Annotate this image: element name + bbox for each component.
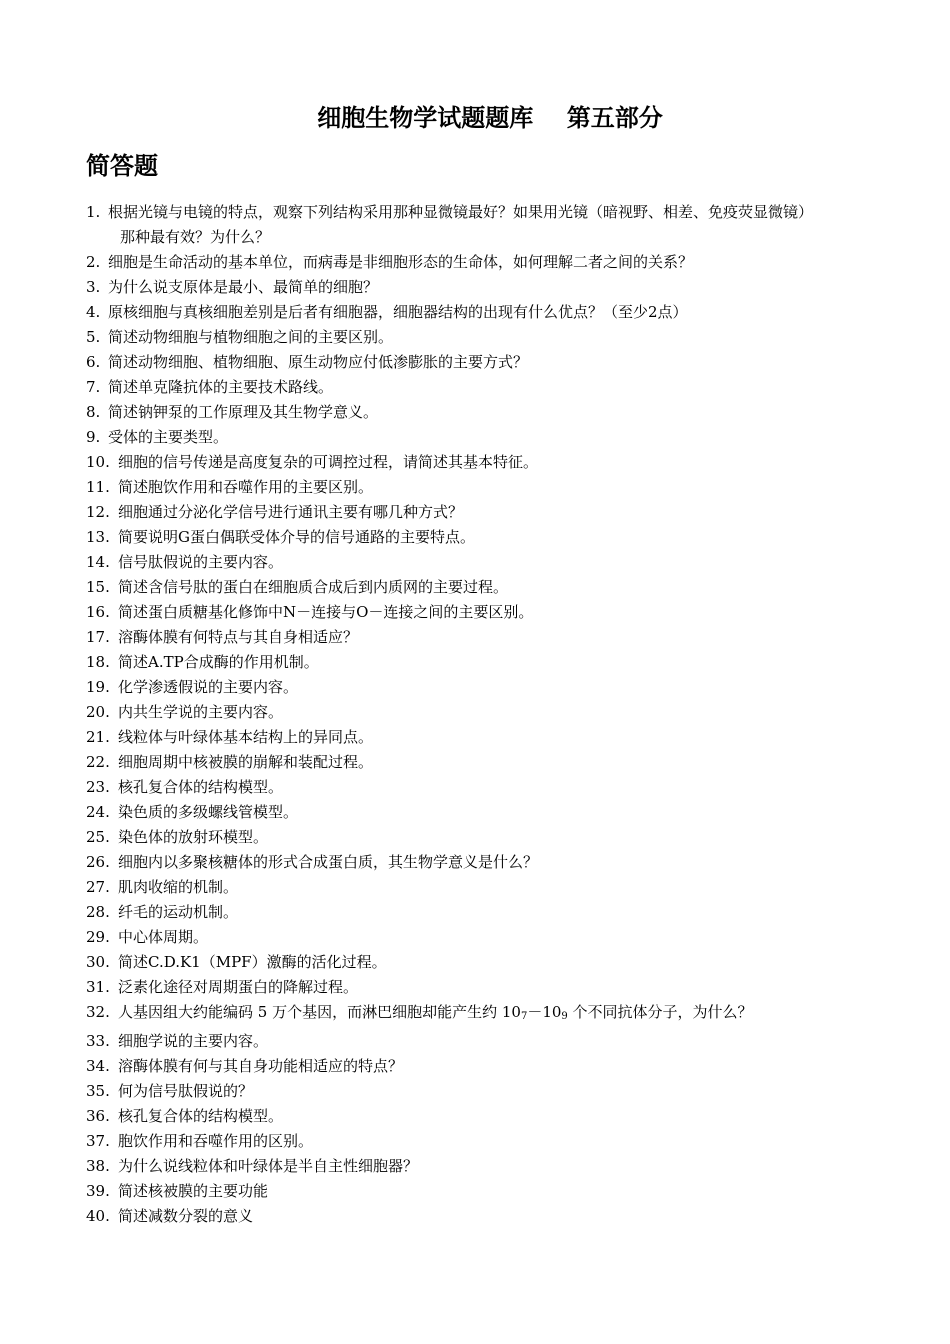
question-number: 17.	[86, 628, 110, 646]
question-item	[86, 575, 896, 600]
question-item	[86, 1179, 896, 1204]
question-text: 染色体的放射环模型。	[118, 828, 269, 846]
question-item	[86, 700, 896, 725]
question-item	[86, 325, 896, 350]
question-item	[86, 1029, 896, 1054]
question-item	[86, 800, 896, 825]
question-item	[86, 625, 896, 650]
question-text: 简述核被膜的主要功能	[118, 1182, 269, 1200]
question-text: 人基因组大约能编码 5 万个基因，而淋巴细胞却能产生约 10	[118, 1003, 521, 1021]
question-text: 简述钠钾泵的工作原理及其生物学意义。	[108, 403, 379, 421]
question-number: 4.	[86, 303, 101, 321]
question-text: 简述动物细胞与植物细胞之间的主要区别。	[108, 328, 394, 346]
question-number: 32.	[86, 1003, 110, 1021]
question-item	[86, 750, 896, 775]
question-number: 28.	[86, 903, 110, 921]
question-number: 26.	[86, 853, 110, 871]
question-text: 细胞是生命活动的基本单位，而病毒是非细胞形态的生命体，如何理解二者之间的关系？	[108, 253, 694, 271]
question-number: 7.	[86, 378, 101, 396]
question-item	[86, 975, 896, 1000]
question-item	[86, 775, 896, 800]
question-text: 溶酶体膜有何特点与其自身相适应？	[118, 628, 359, 646]
question-number: 37.	[86, 1132, 110, 1150]
question-number: 35.	[86, 1082, 110, 1100]
question-text-mid: －10	[527, 1003, 562, 1021]
question-number: 40.	[86, 1207, 110, 1225]
question-number: 31.	[86, 978, 110, 996]
question-text: 简述减数分裂的意义	[118, 1207, 254, 1225]
question-text: 细胞的信号传递是高度复杂的可调控过程，请简述其基本特征。	[118, 453, 539, 471]
question-item	[86, 550, 896, 575]
question-text: 简述动物细胞、植物细胞、原生动物应付低渗膨胀的主要方式？	[108, 353, 529, 371]
question-number: 11.	[86, 478, 110, 496]
question-item	[86, 1054, 896, 1079]
question-number: 6.	[86, 353, 101, 371]
question-text: 细胞学说的主要内容。	[118, 1032, 269, 1050]
question-text: 根据光镜与电镜的特点，观察下列结构采用那种显微镜最好？如果用光镜（暗视野、相差、免疫荧显微镜）	[108, 203, 814, 221]
question-text: 细胞周期中核被膜的崩解和装配过程。	[118, 753, 374, 771]
question-item	[86, 875, 896, 900]
question-item	[86, 1154, 896, 1179]
question-number: 30.	[86, 953, 110, 971]
question-text: 简述A.TP合成酶的作用机制。	[118, 653, 319, 671]
question-number: 20.	[86, 703, 110, 721]
question-number: 8.	[86, 403, 101, 421]
question-item	[86, 725, 896, 750]
question-text: 简述单克隆抗体的主要技术路线。	[108, 378, 334, 396]
question-text: 原核细胞与真核细胞差别是后者有细胞器，细胞器结构的出现有什么优点？（至少2点）	[108, 303, 688, 321]
question-item	[86, 825, 896, 850]
question-number: 23.	[86, 778, 110, 796]
question-item	[86, 925, 896, 950]
question-number: 15.	[86, 578, 110, 596]
exponent-text: 7	[520, 1011, 528, 1022]
question-text: 简述蛋白质糖基化修饰中N－连接与O－连接之间的主要区别。	[118, 603, 534, 621]
question-number: 2.	[86, 253, 101, 271]
question-number: 21.	[86, 728, 110, 746]
question-continuation: 那种最有效？为什么？	[120, 228, 271, 246]
question-text: 泛素化途径对周期蛋白的降解过程。	[118, 978, 359, 996]
question-item	[86, 675, 896, 700]
question-text: 简要说明G蛋白偶联受体介导的信号通路的主要特点。	[118, 528, 475, 546]
question-number: 14.	[86, 553, 110, 571]
question-number: 22.	[86, 753, 110, 771]
question-text: 信号肽假说的主要内容。	[118, 553, 284, 571]
question-text: 简述C.D.K1（MPF）激酶的活化过程。	[118, 953, 387, 971]
question-text: 纤毛的运动机制。	[118, 903, 239, 921]
question-text-tail: 个不同抗体分子，为什么？	[567, 1003, 753, 1021]
question-text: 受体的主要类型。	[108, 428, 229, 446]
question-item	[86, 450, 896, 475]
question-item	[86, 400, 896, 425]
question-number: 24.	[86, 803, 110, 821]
question-number: 34.	[86, 1057, 110, 1075]
question-text: 中心体周期。	[118, 928, 209, 946]
question-item	[86, 1129, 896, 1154]
question-number: 10.	[86, 453, 110, 471]
question-text: 溶酶体膜有何与其自身功能相适应的特点？	[118, 1057, 404, 1075]
question-number: 19.	[86, 678, 110, 696]
question-item	[86, 850, 896, 875]
question-text: 内共生学说的主要内容。	[118, 703, 284, 721]
question-number: 36.	[86, 1107, 110, 1125]
question-text: 简述含信号肽的蛋白在细胞质合成后到内质网的主要过程。	[118, 578, 509, 596]
question-item	[86, 375, 896, 400]
question-number: 13.	[86, 528, 110, 546]
question-list	[86, 200, 896, 1229]
question-number: 9.	[86, 428, 101, 446]
section-heading: 简答题	[86, 152, 158, 180]
question-number: 33.	[86, 1032, 110, 1050]
question-item	[86, 1104, 896, 1129]
question-item	[86, 500, 896, 525]
question-text: 何为信号肽假说的？	[118, 1082, 254, 1100]
question-item	[86, 1204, 896, 1229]
question-item	[86, 200, 896, 250]
question-number: 3.	[86, 278, 101, 296]
question-item	[86, 250, 896, 275]
question-item	[86, 1079, 896, 1104]
question-item	[86, 475, 896, 500]
question-item	[86, 950, 896, 975]
question-text: 化学渗透假说的主要内容。	[118, 678, 299, 696]
question-text: 为什么说线粒体和叶绿体是半自主性细胞器？	[118, 1157, 419, 1175]
question-item	[86, 900, 896, 925]
question-text: 线粒体与叶绿体基本结构上的异同点。	[118, 728, 374, 746]
question-number: 16.	[86, 603, 110, 621]
question-text: 为什么说支原体是最小、最简单的细胞？	[108, 278, 379, 296]
question-text: 核孔复合体的结构模型。	[118, 1107, 284, 1125]
question-text: 细胞内以多聚核糖体的形式合成蛋白质，其生物学意义是什么？	[118, 853, 539, 871]
question-number: 12.	[86, 503, 110, 521]
question-text: 染色质的多级螺线管模型。	[118, 803, 299, 821]
question-number: 38.	[86, 1157, 110, 1175]
question-number: 39.	[86, 1182, 110, 1200]
question-number: 29.	[86, 928, 110, 946]
question-number: 25.	[86, 828, 110, 846]
question-text: 细胞通过分泌化学信号进行通讯主要有哪几种方式？	[118, 503, 464, 521]
question-item	[86, 525, 896, 550]
question-number: 27.	[86, 878, 110, 896]
document-title: 细胞生物学试题题库 第五部分	[317, 104, 663, 132]
question-item	[86, 1000, 896, 1029]
question-item	[86, 650, 896, 675]
question-number: 5.	[86, 328, 101, 346]
question-number: 18.	[86, 653, 110, 671]
question-text: 肌肉收缩的机制。	[118, 878, 239, 896]
question-item	[86, 300, 896, 325]
question-text: 核孔复合体的结构模型。	[118, 778, 284, 796]
question-text: 简述胞饮作用和吞噬作用的主要区别。	[118, 478, 374, 496]
question-item	[86, 275, 896, 300]
question-item	[86, 425, 896, 450]
question-text: 胞饮作用和吞噬作用的区别。	[118, 1132, 314, 1150]
question-number: 1.	[86, 203, 101, 221]
question-item	[86, 600, 896, 625]
exponent-text: 9	[561, 1011, 568, 1022]
question-item	[86, 350, 896, 375]
